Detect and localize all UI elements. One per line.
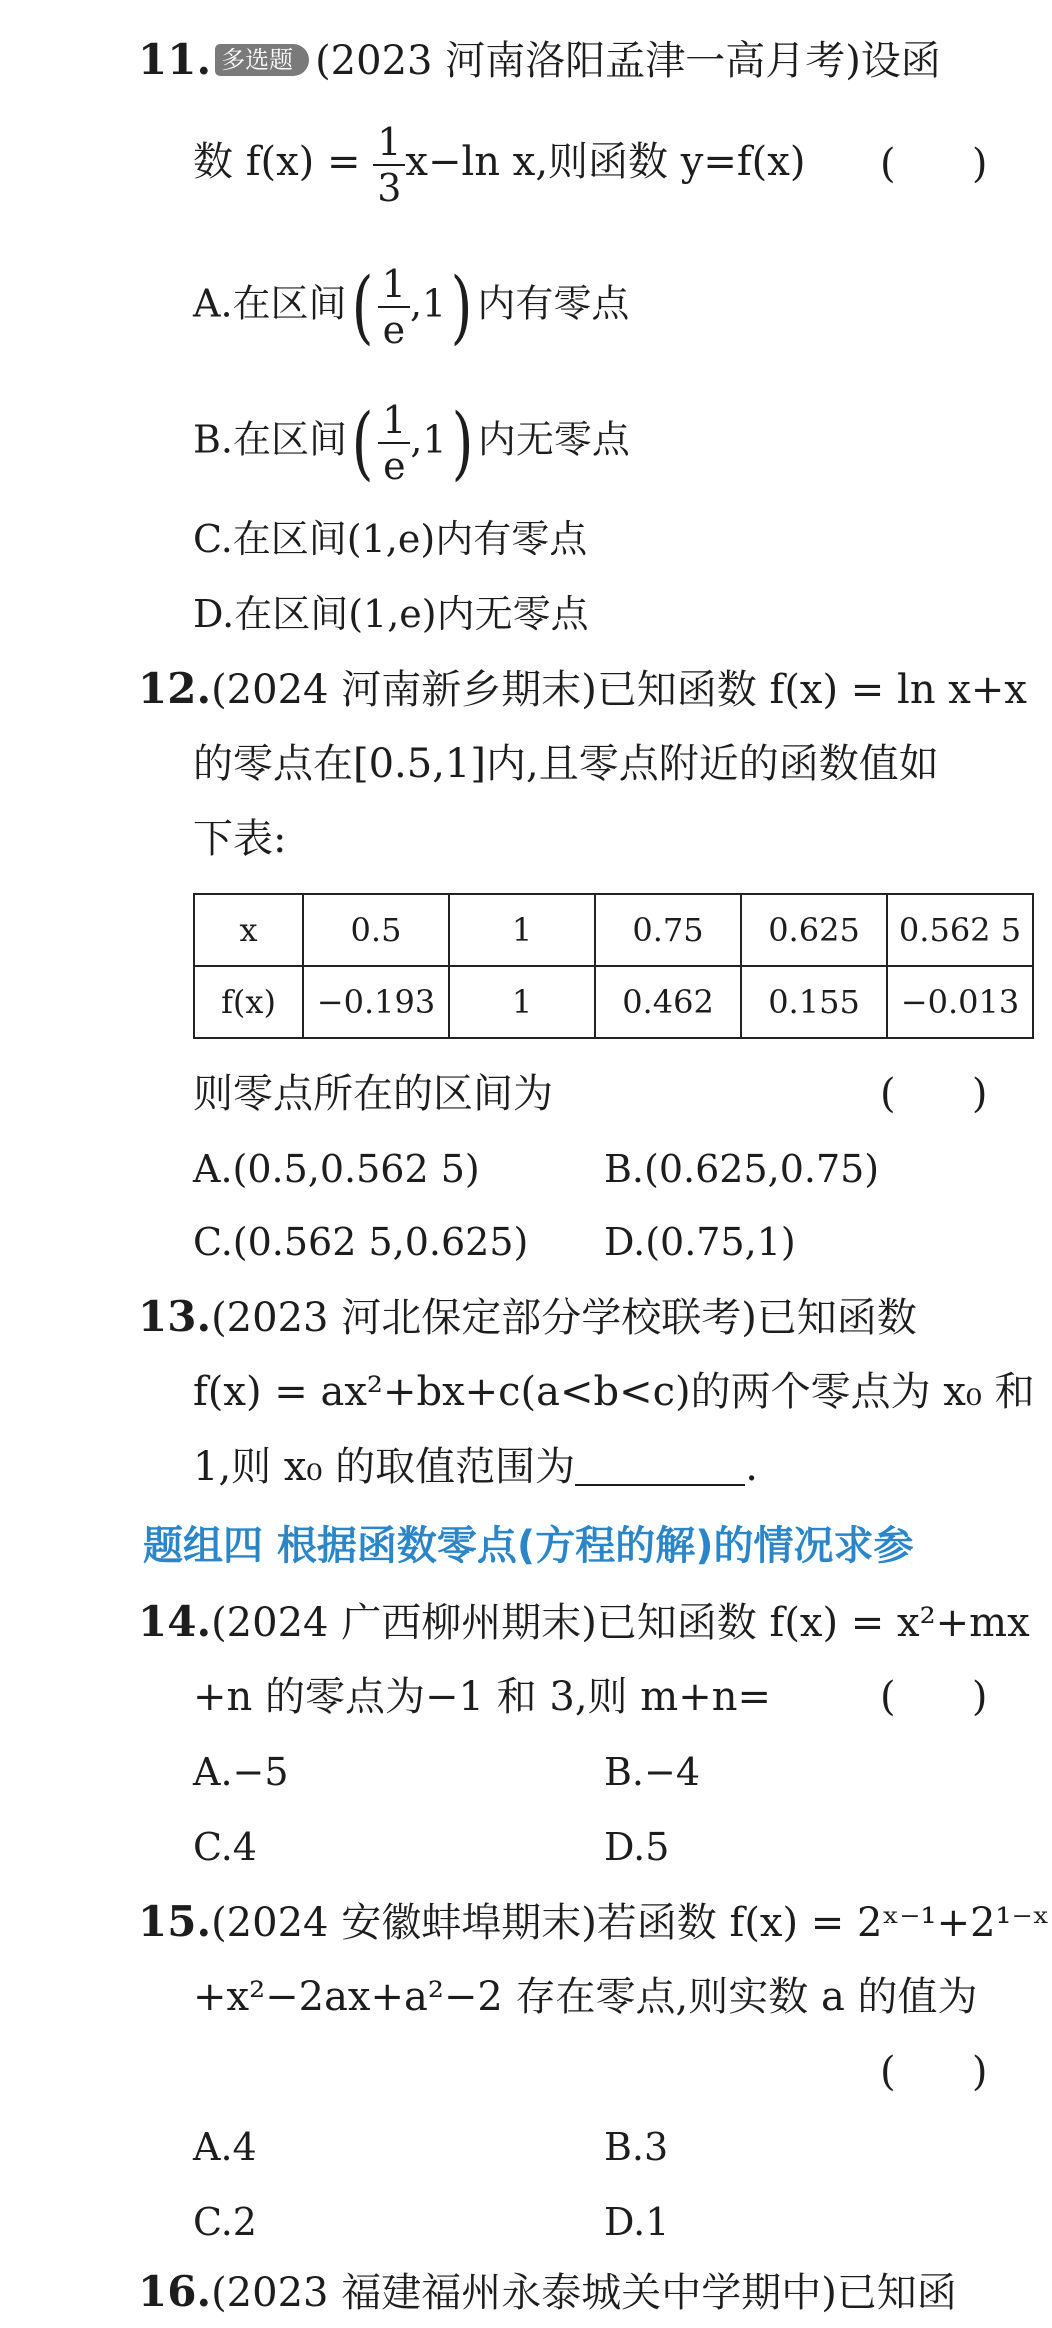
q14-option-d: D.5 [604,1825,670,1869]
q11-number: 11. [138,35,212,84]
table-cell: x [194,894,303,966]
q11-option-c: C.在区间(1,e)内有零点 [193,517,588,561]
q13-line3: 1,则 x₀ 的取值范围为 . [193,1444,758,1490]
q11-option-b: B.在区间( $\frac{1}{e}$ ,1) 内无零点 [193,396,630,489]
q11-option-a: A.在区间( $\frac{1}{e}$ ,1) 内有零点 [193,260,630,353]
q15-option-c: C.2 [193,2200,257,2244]
answer-blank [575,1444,745,1486]
table-cell: f(x) [194,966,303,1038]
q12-option-a: A.(0.5,0.562 5) [193,1147,480,1191]
table-cell: 0.5 [303,894,449,966]
q11-line2: 数 f(x) = $\frac{1}{3}$ x−ln x,则函数 y=f(x) [193,120,806,210]
table-row-fx [194,966,1033,1038]
q12-line2: 的零点在[0.5,1]内,且零点附近的函数值如 [193,741,939,787]
q14-answer-paren: ( ) [880,1674,988,1720]
fraction-one-third: $\frac{1}{3}$ [373,120,405,210]
q12-question: 则零点所在的区间为 [193,1071,553,1117]
q12-number: 12. [138,664,212,713]
q14-option-c: C.4 [193,1825,257,1869]
q14-option-a: A.−5 [193,1750,289,1794]
q15-line1: 15.(2024 安徽蚌埠期末)若函数 f(x) = 2ˣ⁻¹+2¹⁻ˣ [138,1897,1050,1946]
q13-line2: f(x) = ax²+bx+c(a<b<c)的两个零点为 x₀ 和 [193,1369,1035,1415]
q11-option-d: D.在区间(1,e)内无零点 [193,592,589,636]
q15-line2: +x²−2ax+a²−2 存在零点,则实数 a 的值为 [193,1974,978,2020]
q15-option-a: A.4 [193,2125,257,2169]
q11-answer-paren: ( ) [880,141,988,187]
table-cell: 0.75 [595,894,741,966]
table-cell: −0.013 [887,966,1033,1038]
q12-line1: 12.(2024 河南新乡期末)已知函数 f(x) = ln x+x [138,664,1027,713]
q12-answer-paren: ( ) [880,1071,988,1117]
q12-option-c: C.(0.562 5,0.625) [193,1220,529,1264]
q16-line1: 16.(2023 福建福州永泰城关中学期中)已知函 [138,2267,957,2316]
q15-option-b: B.3 [604,2125,669,2169]
table-cell: −0.193 [303,966,449,1038]
table-cell: 0.462 [595,966,741,1038]
q14-line2: +n 的零点为−1 和 3,则 m+n= [193,1674,771,1720]
q11-line1: 11. 多选题 (2023 河南洛阳孟津一高月考)设函 [138,35,941,84]
q12-option-b: B.(0.625,0.75) [604,1147,880,1191]
q16-number: 16. [138,2267,212,2316]
q12-option-d: D.(0.75,1) [604,1220,796,1264]
q14-option-b: B.−4 [604,1750,701,1794]
table-row-x [194,894,1033,966]
q13-line1: 13.(2023 河北保定部分学校联考)已知函数 [138,1292,917,1341]
q12-line3: 下表: [193,816,287,862]
table-cell: 0.155 [741,966,887,1038]
table-cell: 1 [449,966,595,1038]
q15-option-d: D.1 [604,2200,670,2244]
q15-answer-paren: ( ) [880,2049,988,2095]
section-heading: 题组四 根据函数零点(方程的解)的情况求参 [143,1523,914,1569]
table-cell: 0.625 [741,894,887,966]
function-value-table [193,893,1034,1039]
multi-choice-badge: 多选题 [215,44,309,76]
q13-number: 13. [138,1292,212,1341]
q14-number: 14. [138,1597,212,1646]
table-cell: 1 [449,894,595,966]
q15-number: 15. [138,1897,212,1946]
table-cell: 0.562 5 [887,894,1033,966]
q14-line1: 14.(2024 广西柳州期末)已知函数 f(x) = x²+mx [138,1597,1030,1646]
